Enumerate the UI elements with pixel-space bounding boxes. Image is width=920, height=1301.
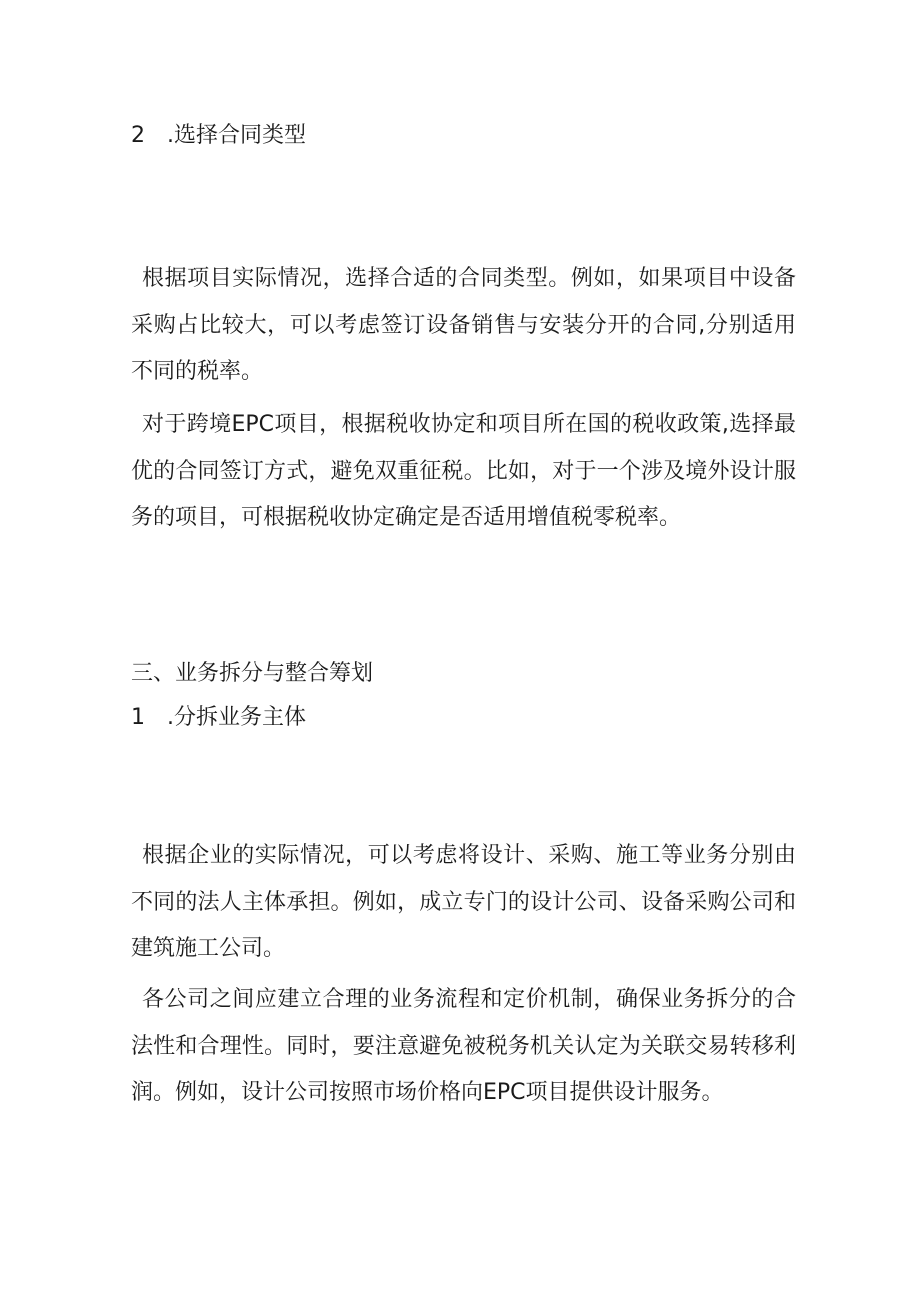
paragraph-pricing-mechanism: 各公司之间应建立合理的业务流程和定价机制，确保业务拆分的合法性和合理性。同时，要注意避免被税务机关认定为关联交易转移利润。例如，设计公司按照市场价格向EPC项目提供设计服务。: [131, 987, 796, 1105]
section-heading-business-split: 三、业务拆分与整合筹划: [131, 661, 374, 686]
subsection-heading-split-entities: 1 .分拆业务主体: [131, 705, 306, 730]
paragraph-cross-border: 对于跨境EPC项目，根据税收协定和项目所在国的税收政策,选择最优的合同签订方式，避免双重征税。比如，对于一个涉及境外设计服务的项目，可根据税收协定确定是否适用增值税零税率。: [131, 412, 796, 530]
section-heading-contract-type: 2 .选择合同类型: [131, 123, 306, 148]
paragraph-split-entities: 根据企业的实际情况，可以考虑将设计、采购、施工等业务分别由不同的法人主体承担。例如，成立专门的设计公司、设备采购公司和建筑施工公司。: [131, 843, 796, 961]
paragraph-contract-type: 根据项目实际情况，选择合适的合同类型。例如，如果项目中设备采购占比较大，可以考虑签订设备销售与安装分开的合同,分别适用不同的税率。: [131, 266, 796, 384]
